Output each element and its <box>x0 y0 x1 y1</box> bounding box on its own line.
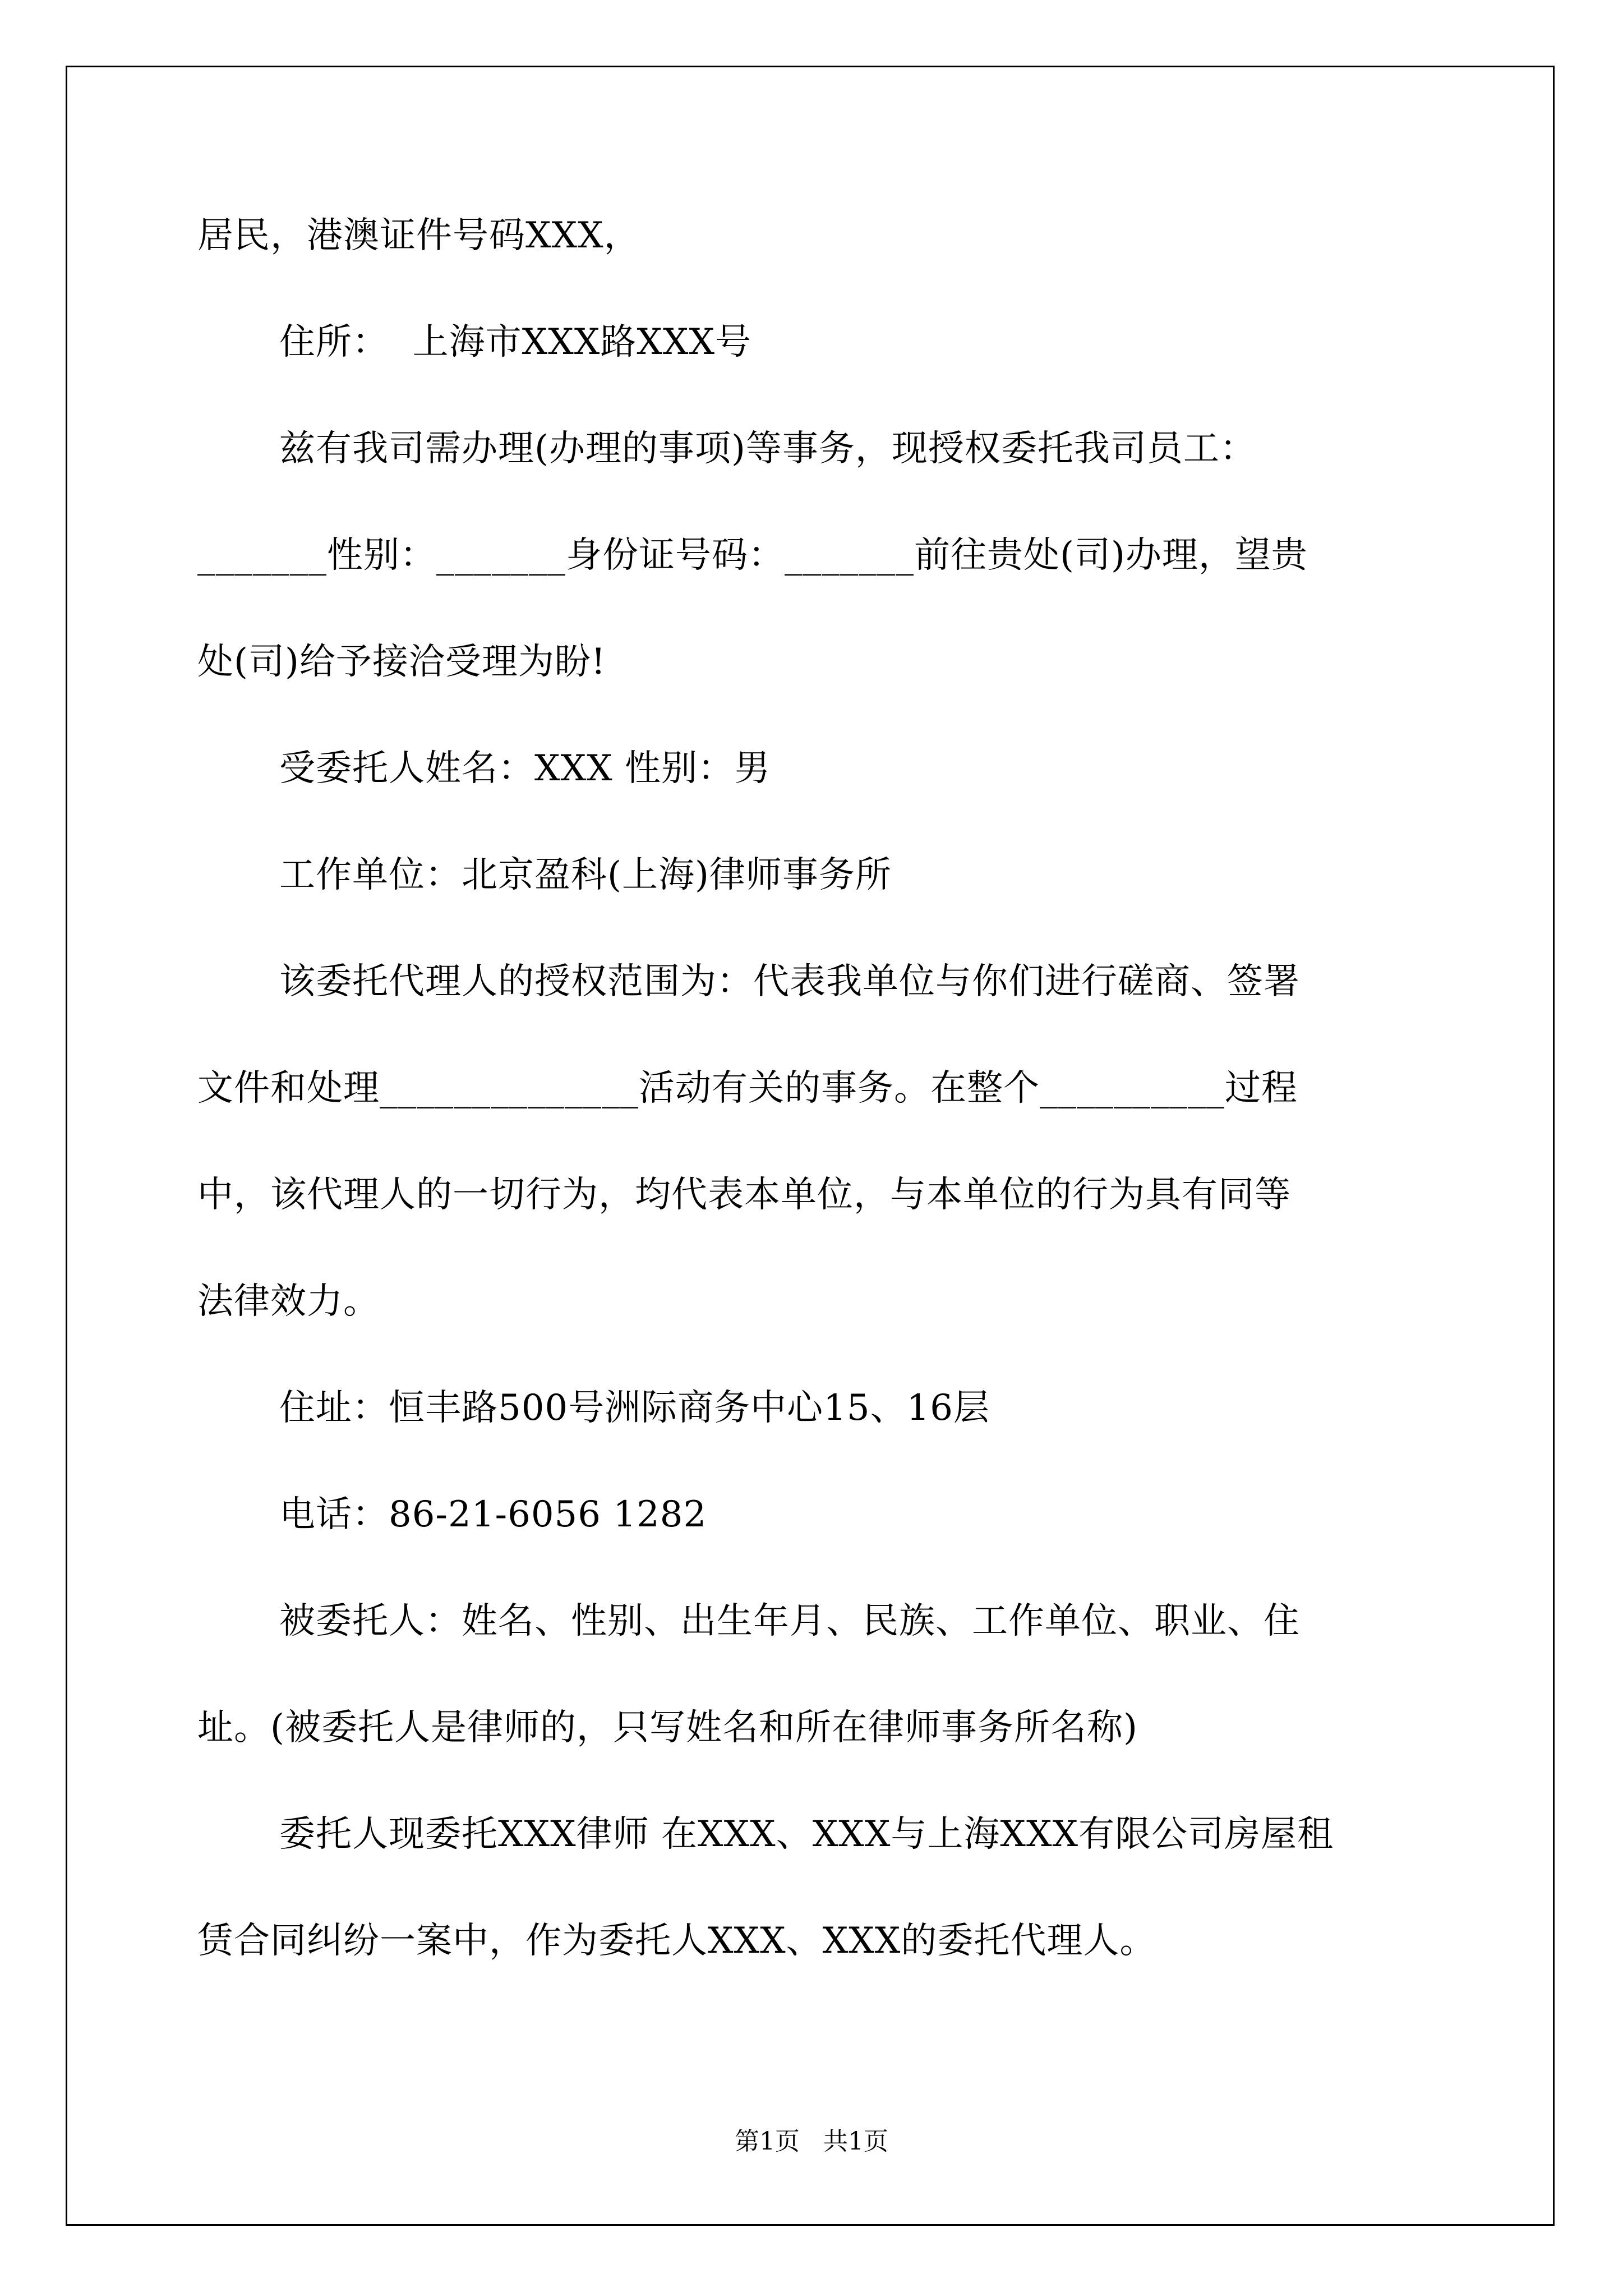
page-border <box>66 66 1555 2226</box>
text-line-1: 居民，港澳证件号码XXX， <box>197 215 640 256</box>
text-line-10: 中，该代理人的一切行为，均代表本单位，与本单位的行为具有同等 <box>197 1174 1291 1216</box>
text-line-6: 受委托人姓名：XXX 性别：男 <box>279 748 771 789</box>
text-line-14: 被委托人：姓名、性别、出生年月、民族、工作单位、职业、住 <box>279 1600 1300 1642</box>
text-line-2: 住所： 上海市XXX路XXX号 <box>279 321 752 363</box>
text-line-12: 住址：恒丰路500号洲际商务中心15、16层 <box>279 1387 990 1429</box>
text-line-4: _______性别：_______身份证号码：_______前往贵处(司)办理，望贵 <box>197 535 1308 576</box>
page-footer: 第1页 共1页 <box>735 2127 888 2156</box>
text-line-13: 电话：86-21-6056 1282 <box>279 1494 707 1535</box>
text-line-17: 赁合同纠纷一案中，作为委托人XXX、XXX的委托代理人。 <box>197 1920 1156 1962</box>
text-line-11: 法律效力。 <box>197 1281 380 1322</box>
text-line-16: 委托人现委托XXX律师 在XXX、XXX与上海XXX有限公司房屋租 <box>279 1814 1334 1855</box>
text-line-3: 兹有我司需办理(办理的事项)等事务，现授权委托我司员工： <box>279 428 1256 470</box>
text-line-5: 处(司)给予接洽受理为盼! <box>197 641 606 683</box>
text-line-9: 文件和处理______________活动有关的事务。在整个__________过程 <box>197 1068 1298 1109</box>
text-line-7: 工作单位：北京盈科(上海)律师事务所 <box>279 854 892 896</box>
text-line-15: 址。(被委托人是律师的，只写姓名和所在律师事务所名称) <box>197 1707 1138 1749</box>
text-line-8: 该委托代理人的授权范围为：代表我单位与你们进行磋商、签署 <box>279 961 1300 1002</box>
